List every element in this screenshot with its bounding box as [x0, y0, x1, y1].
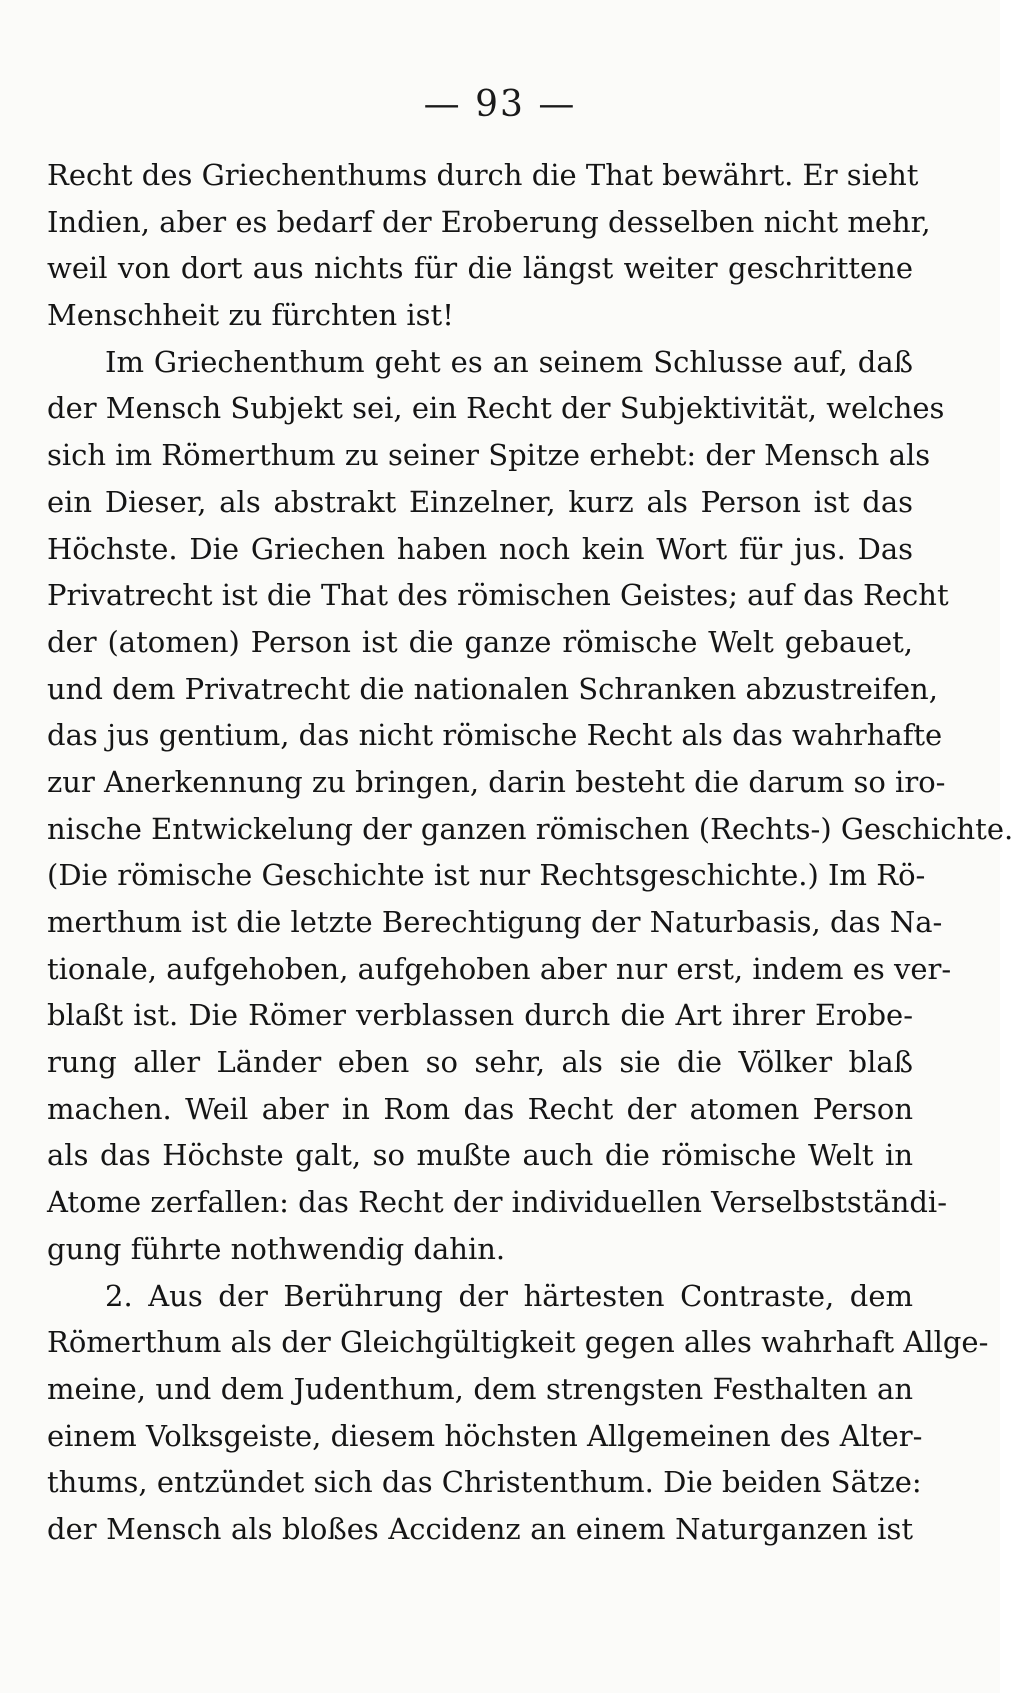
text-line: (Die römische Geschichte ist nur Rechtsgeschichte.) Im Rö-: [47, 858, 926, 893]
text-line: thums, entzündet sich das Christenthum. Die beiden Sätze:: [47, 1465, 922, 1500]
paragraph-end-line: gung führte nothwendig dahin.: [47, 1231, 506, 1266]
text-line: ein Dieser, als abstrakt Einzelner, kurz als Person ist das: [47, 484, 913, 519]
body-text: [47, 152, 1013, 1553]
text-line: machen. Weil aber in Rom das Recht der atomen Person: [47, 1091, 913, 1126]
text-line: blaßt ist. Die Römer verblassen durch die Art ihrer Erobe-: [47, 998, 913, 1033]
text-line: Recht des Griechenthums durch die That bewährt. Er sieht: [47, 158, 919, 192]
text-line: tionale, aufgehoben, aufgehoben aber nur erst, indem es ver-: [47, 951, 952, 986]
text-line: Höchste. Die Griechen haben noch kein Wort für jus. Das: [47, 531, 913, 566]
text-line: und dem Privatrecht die nationalen Schranken abzustreifen,: [47, 671, 938, 706]
text-line: der Mensch Subjekt sei, ein Recht der Subjektivität, welches: [47, 391, 945, 426]
paragraph-start-line: 2. Aus der Berührung der härtesten Contraste, dem: [105, 1278, 913, 1313]
text-line: merthum ist die letzte Berechtigung der Naturbasis, das Na-: [47, 905, 943, 939]
text-line: sich im Römerthum zu seiner Spitze erhebt: der Mensch als: [47, 438, 931, 473]
text-line: weil von dort aus nichts für die längst weiter geschrittene: [47, 251, 913, 286]
text-line: nische Entwickelung der ganzen römischen (Rechts-) Geschichte.: [47, 811, 1013, 846]
paragraph-start-line: Im Griechenthum geht es an seinem Schlusse auf, daß: [105, 344, 913, 379]
text-line: rung aller Länder eben so sehr, als sie die Völker blaß: [47, 1045, 913, 1080]
page-number: — 93 —: [423, 84, 577, 125]
text-line: meine, und dem Judenthum, dem strengsten Festhalten an: [47, 1371, 913, 1406]
text-line: zur Anerkennung zu bringen, darin besteht die darum so iro-: [47, 764, 946, 799]
text-line: Römerthum als der Gleichgültigkeit gegen alles wahrhaft Allge-: [47, 1325, 989, 1360]
text-line: einem Volksgeiste, diesem höchsten Allgemeinen des Alter-: [47, 1418, 923, 1453]
text-line: der (atomen) Person ist die ganze römische Welt gebauet,: [47, 624, 913, 659]
paragraph-end-line: Menschheit zu fürchten ist!: [47, 298, 454, 333]
text-line: der Mensch als bloßes Accidenz an einem Naturganzen ist: [47, 1511, 913, 1546]
text-line: Privatrecht ist die That des römischen Geistes; auf das Recht: [47, 578, 949, 613]
text-line: das jus gentium, das nicht römische Recht als das wahrhafte: [47, 718, 943, 753]
text-line: Atome zerfallen: das Recht der individuellen Verselbstständi-: [47, 1185, 948, 1220]
text-line: als das Höchste galt, so mußte auch die römische Welt in: [47, 1138, 913, 1173]
text-line: Indien, aber es bedarf der Eroberung desselben nicht mehr,: [47, 204, 931, 239]
